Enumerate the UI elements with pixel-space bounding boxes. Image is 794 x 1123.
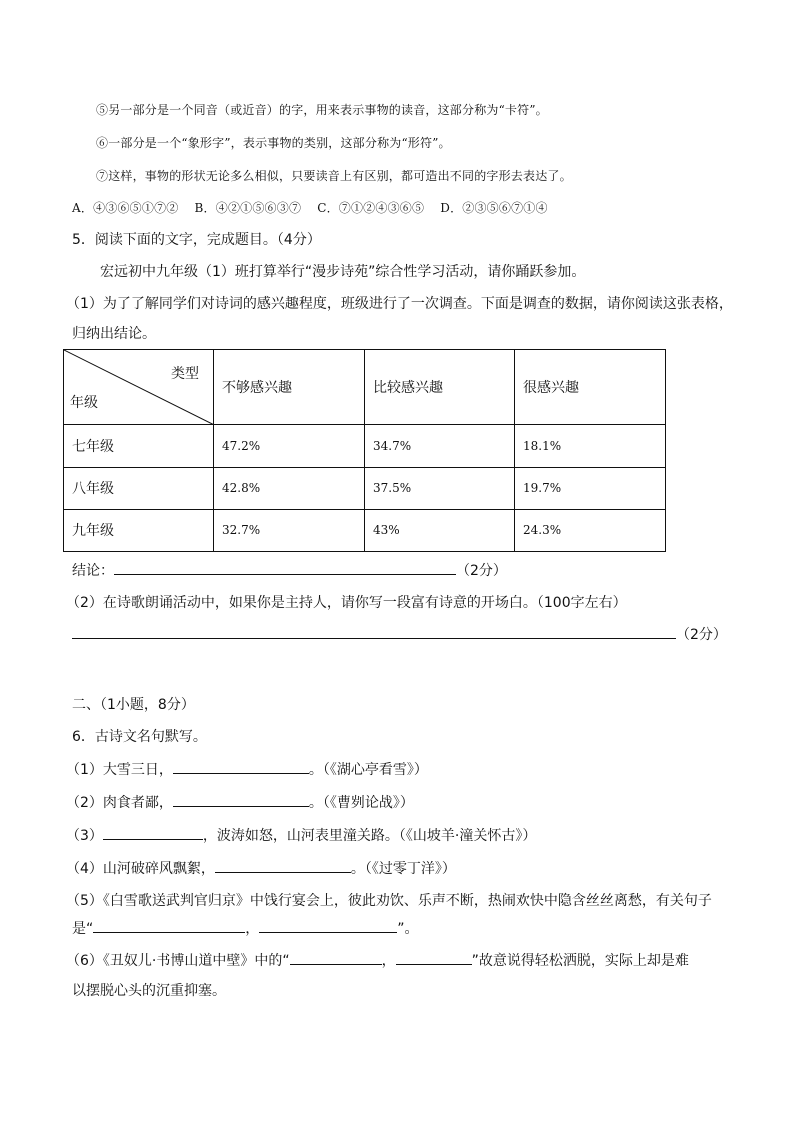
step-7-text: ⑦这样，事物的形状无论多么相似，只要读音上有区别，都可造出不同的字形去表达了。 — [96, 169, 572, 183]
step-6-text: ⑥一部分是一个“象形字”，表示事物的类别，这部分称为“形符”。 — [96, 136, 451, 150]
q6-item-1-blank[interactable] — [173, 759, 309, 774]
value-cell: 37.5% — [365, 467, 515, 509]
q6-item-2 — [66, 792, 414, 813]
q6-item-6-comma: ， — [381, 953, 396, 969]
value-cell: 24.3% — [515, 509, 666, 551]
value-cell: 47.2% — [214, 425, 365, 467]
conclusion-label: 结论： — [72, 563, 114, 579]
q6-item-5-blank-a[interactable] — [93, 918, 245, 933]
corner-type-label: 类型 — [171, 366, 199, 382]
q6-item-5-comma: ， — [245, 921, 260, 937]
q6-item-3-blank[interactable] — [103, 825, 203, 840]
value-cell: 32.7% — [214, 509, 365, 551]
conclusion-answer-blank[interactable] — [114, 560, 456, 575]
value-cell: 34.7% — [365, 425, 515, 467]
column-header: 比较感兴趣 — [365, 350, 515, 425]
q6-item-6-suffix: ”故意说得轻松洒脱，实际上却是难 — [471, 953, 689, 969]
grade-cell: 八年级 — [64, 467, 214, 509]
q6-item-4-text: （4）山河破碎风飘絮， — [66, 861, 215, 877]
q6-item-6-blank-b[interactable] — [396, 950, 472, 965]
q6-item-5-suffix: ”。 — [397, 921, 419, 937]
diagonal-line — [64, 350, 213, 424]
column-header: 不够感兴趣 — [214, 350, 365, 425]
q5-sub1-line2: 归纳出结论。 — [72, 326, 156, 342]
section2-title: 二、（1小题，8分） — [72, 697, 195, 713]
value-cell: 18.1% — [515, 425, 666, 467]
column-header: 很感兴趣 — [515, 350, 666, 425]
step-5-text: ⑤另一部分是一个同音（或近音）的字，用来表示事物的读音，这部分称为“卡符”。 — [96, 103, 548, 117]
q6-item-5-line1: （5）《白雪歌送武判官归京》中饯行宴会上，彼此劝饮、乐声不断，热闹欢快中隐含丝丝离愁，有关句子 — [66, 893, 712, 909]
q6-title: 6．古诗文名句默写。 — [72, 729, 207, 745]
conclusion-line — [72, 560, 507, 581]
q6-item-2-source: 。（《曹刿论战》） — [308, 795, 414, 811]
q6-item-3-text: （3） — [66, 828, 103, 844]
q5-sub1-line1: （1）为了了解同学们对诗词的感兴趣程度，班级进行了一次调查。下面是调查的数据，请你阅读这张表格， — [66, 296, 733, 312]
q6-item-2-blank[interactable] — [173, 792, 309, 807]
table-corner-cell — [64, 350, 214, 425]
survey-table — [63, 349, 666, 552]
table-row — [64, 425, 666, 467]
q5-intro: 宏远初中九年级（1）班打算举行“漫步诗苑”综合性学习活动，请你踊跃参加。 — [100, 264, 586, 280]
q6-item-5-prefix: 是“ — [72, 921, 94, 937]
q6-item-4-source: 。（《过零丁洋》） — [350, 861, 456, 877]
table-row — [64, 467, 666, 509]
answer-options: A．④③⑥⑤①⑦② B．④②①⑤⑥③⑦ C．⑦①②④③⑥⑤ D．②③⑤⑥⑦①④ — [72, 201, 548, 215]
q6-item-4 — [66, 858, 456, 879]
value-cell: 43% — [365, 509, 515, 551]
q6-item-6-prefix: （6）《丑奴儿·书博山道中壁》中的“ — [66, 953, 290, 969]
q6-item-5-blank-b[interactable] — [259, 918, 397, 933]
opening-speech-blank[interactable] — [72, 624, 676, 639]
q6-item-1-text: （1）大雪三日， — [66, 762, 173, 778]
value-cell: 42.8% — [214, 467, 365, 509]
q6-item-2-text: （2）肉食者鄙， — [66, 795, 173, 811]
q6-item-3-source: ，波涛如怒，山河表里潼关路。（《山坡羊·潼关怀古》） — [202, 828, 537, 844]
conclusion-score: （2分） — [456, 563, 507, 579]
q6-item-1 — [66, 759, 428, 780]
q5-sub2: （2）在诗歌朗诵活动中，如果你是主持人，请你写一段富有诗意的开场白。（100字左右） — [66, 595, 627, 611]
corner-grade-label: 年级 — [70, 395, 98, 412]
q6-item-5-line2 — [72, 918, 419, 939]
q6-item-6-line2: 以摆脱心头的沉重抑塞。 — [72, 983, 226, 999]
q6-item-3 — [66, 825, 536, 846]
q5-title: 5．阅读下面的文字，完成题目。（4分） — [72, 232, 321, 248]
grade-cell: 九年级 — [64, 509, 214, 551]
value-cell: 19.7% — [515, 467, 666, 509]
table-row — [64, 509, 666, 551]
q6-item-4-blank[interactable] — [215, 858, 351, 873]
q6-item-6-blank-a[interactable] — [290, 950, 382, 965]
q6-item-1-source: 。（《湖心亭看雪》） — [308, 762, 428, 778]
opening-speech-line — [72, 624, 727, 645]
grade-cell: 七年级 — [64, 425, 214, 467]
opening-speech-score: （2分） — [676, 627, 727, 643]
q6-item-6-line1 — [66, 950, 689, 971]
